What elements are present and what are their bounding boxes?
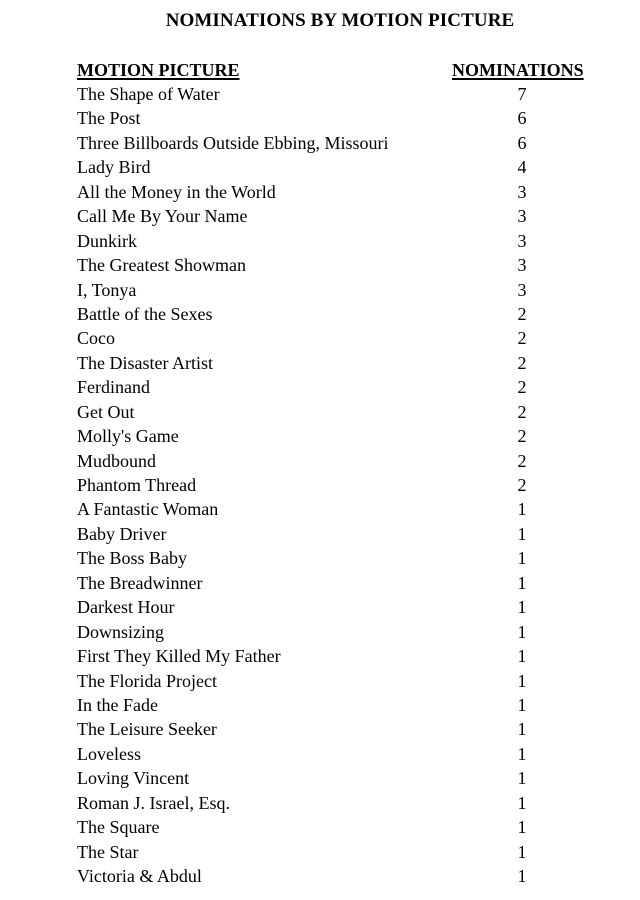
nomination-count: 4: [517, 157, 527, 178]
motion-picture-title: Lady Bird: [77, 157, 151, 178]
table-row: [77, 693, 557, 717]
motion-picture-title: A Fantastic Woman: [77, 499, 219, 520]
motion-picture-title: Call Me By Your Name: [77, 206, 248, 227]
motion-picture-title: First They Killed My Father: [77, 646, 281, 667]
motion-picture-title: Ferdinand: [77, 377, 150, 398]
nomination-count: 1: [517, 719, 527, 740]
table-row: [77, 106, 557, 130]
motion-picture-title: The Greatest Showman: [77, 255, 246, 276]
table-row: [77, 375, 557, 399]
nomination-count: 1: [517, 841, 527, 862]
nomination-count: 2: [517, 352, 527, 373]
motion-picture-title: The Florida Project: [77, 670, 217, 691]
motion-picture-title: The Star: [77, 841, 139, 862]
nomination-count: 3: [517, 181, 527, 202]
nomination-count: 1: [517, 499, 527, 520]
table-row: [77, 155, 557, 179]
table-row: [77, 864, 557, 888]
table-row: [77, 204, 557, 228]
motion-picture-title: Loving Vincent: [77, 768, 190, 789]
table-row: [77, 424, 557, 448]
motion-picture-title: The Post: [77, 108, 141, 129]
nomination-count: 1: [517, 646, 527, 667]
nomination-count: 2: [517, 377, 527, 398]
table-row: [77, 791, 557, 815]
table-row: [77, 669, 557, 693]
nomination-count: 3: [517, 255, 527, 276]
nomination-count: 3: [517, 206, 527, 227]
table-row: [77, 595, 557, 619]
motion-picture-title: Dunkirk: [77, 230, 137, 251]
table-row: [77, 522, 557, 546]
column-header-nominations: NOMINATIONS: [452, 60, 584, 80]
motion-picture-title: All the Money in the World: [77, 181, 276, 202]
motion-picture-title: Loveless: [77, 743, 141, 764]
table-row: [77, 180, 557, 204]
table-row: [77, 326, 557, 350]
table-row: [77, 497, 557, 521]
nomination-count: 6: [517, 132, 527, 153]
motion-picture-title: Victoria & Abdul: [77, 866, 202, 886]
table-row: [77, 449, 557, 473]
nomination-count: 2: [517, 450, 527, 471]
nomination-count: 1: [517, 866, 527, 886]
table-row: [77, 82, 557, 106]
nomination-count: 2: [517, 401, 527, 422]
table-row: [77, 131, 557, 155]
motion-picture-title: The Boss Baby: [77, 548, 187, 569]
nomination-count: 1: [517, 768, 527, 789]
nominations-table: [77, 82, 557, 888]
nomination-count: 1: [517, 817, 527, 838]
motion-picture-title: Coco: [77, 328, 115, 349]
table-row: [77, 620, 557, 644]
motion-picture-title: Three Billboards Outside Ebbing, Missouri: [77, 132, 389, 153]
nomination-count: 1: [517, 548, 527, 569]
motion-picture-title: The Shape of Water: [77, 84, 220, 104]
motion-picture-title: The Breadwinner: [77, 572, 203, 593]
table-row: [77, 351, 557, 375]
nomination-count: 6: [517, 108, 527, 129]
motion-picture-title: In the Fade: [77, 694, 158, 715]
table-row: [77, 278, 557, 302]
table-row: [77, 742, 557, 766]
motion-picture-title: The Leisure Seeker: [77, 719, 217, 740]
motion-picture-title: Battle of the Sexes: [77, 303, 213, 324]
nomination-count: 1: [517, 743, 527, 764]
nomination-count: 3: [517, 279, 527, 300]
motion-picture-title: Roman J. Israel, Esq.: [77, 792, 230, 813]
motion-picture-title: The Square: [77, 817, 160, 838]
motion-picture-title: The Disaster Artist: [77, 352, 213, 373]
motion-picture-title: Baby Driver: [77, 523, 167, 544]
table-row: [77, 229, 557, 253]
nomination-count: 3: [517, 230, 527, 251]
nomination-count: 1: [517, 694, 527, 715]
table-row: [77, 400, 557, 424]
nomination-count: 1: [517, 597, 527, 618]
nomination-count: 2: [517, 303, 527, 324]
table-row: [77, 815, 557, 839]
table-row: [77, 571, 557, 595]
table-row: [77, 644, 557, 668]
motion-picture-title: I, Tonya: [77, 279, 137, 300]
table-row: [77, 302, 557, 326]
table-row: [77, 253, 557, 277]
nomination-count: 2: [517, 475, 527, 495]
table-row: [77, 840, 557, 864]
column-header-motion-picture: MOTION PICTURE: [77, 60, 240, 80]
table-row: [77, 473, 557, 497]
nomination-count: 1: [517, 572, 527, 593]
nomination-count: 2: [517, 328, 527, 349]
nomination-count: 1: [517, 792, 527, 813]
document-title: NOMINATIONS BY MOTION PICTURE: [165, 10, 515, 31]
motion-picture-title: Molly's Game: [77, 426, 179, 447]
motion-picture-title: Downsizing: [77, 621, 164, 642]
motion-picture-title: Darkest Hour: [77, 597, 175, 618]
table-row: [77, 546, 557, 570]
nomination-count: 1: [517, 523, 527, 544]
table-row: [77, 717, 557, 741]
nomination-count: 2: [517, 426, 527, 447]
nomination-count: 7: [517, 84, 527, 104]
motion-picture-title: Phantom Thread: [77, 475, 197, 495]
motion-picture-title: Get Out: [77, 401, 135, 422]
nomination-count: 1: [517, 670, 527, 691]
motion-picture-title: Mudbound: [77, 450, 157, 471]
table-row: [77, 766, 557, 790]
nomination-count: 1: [517, 621, 527, 642]
